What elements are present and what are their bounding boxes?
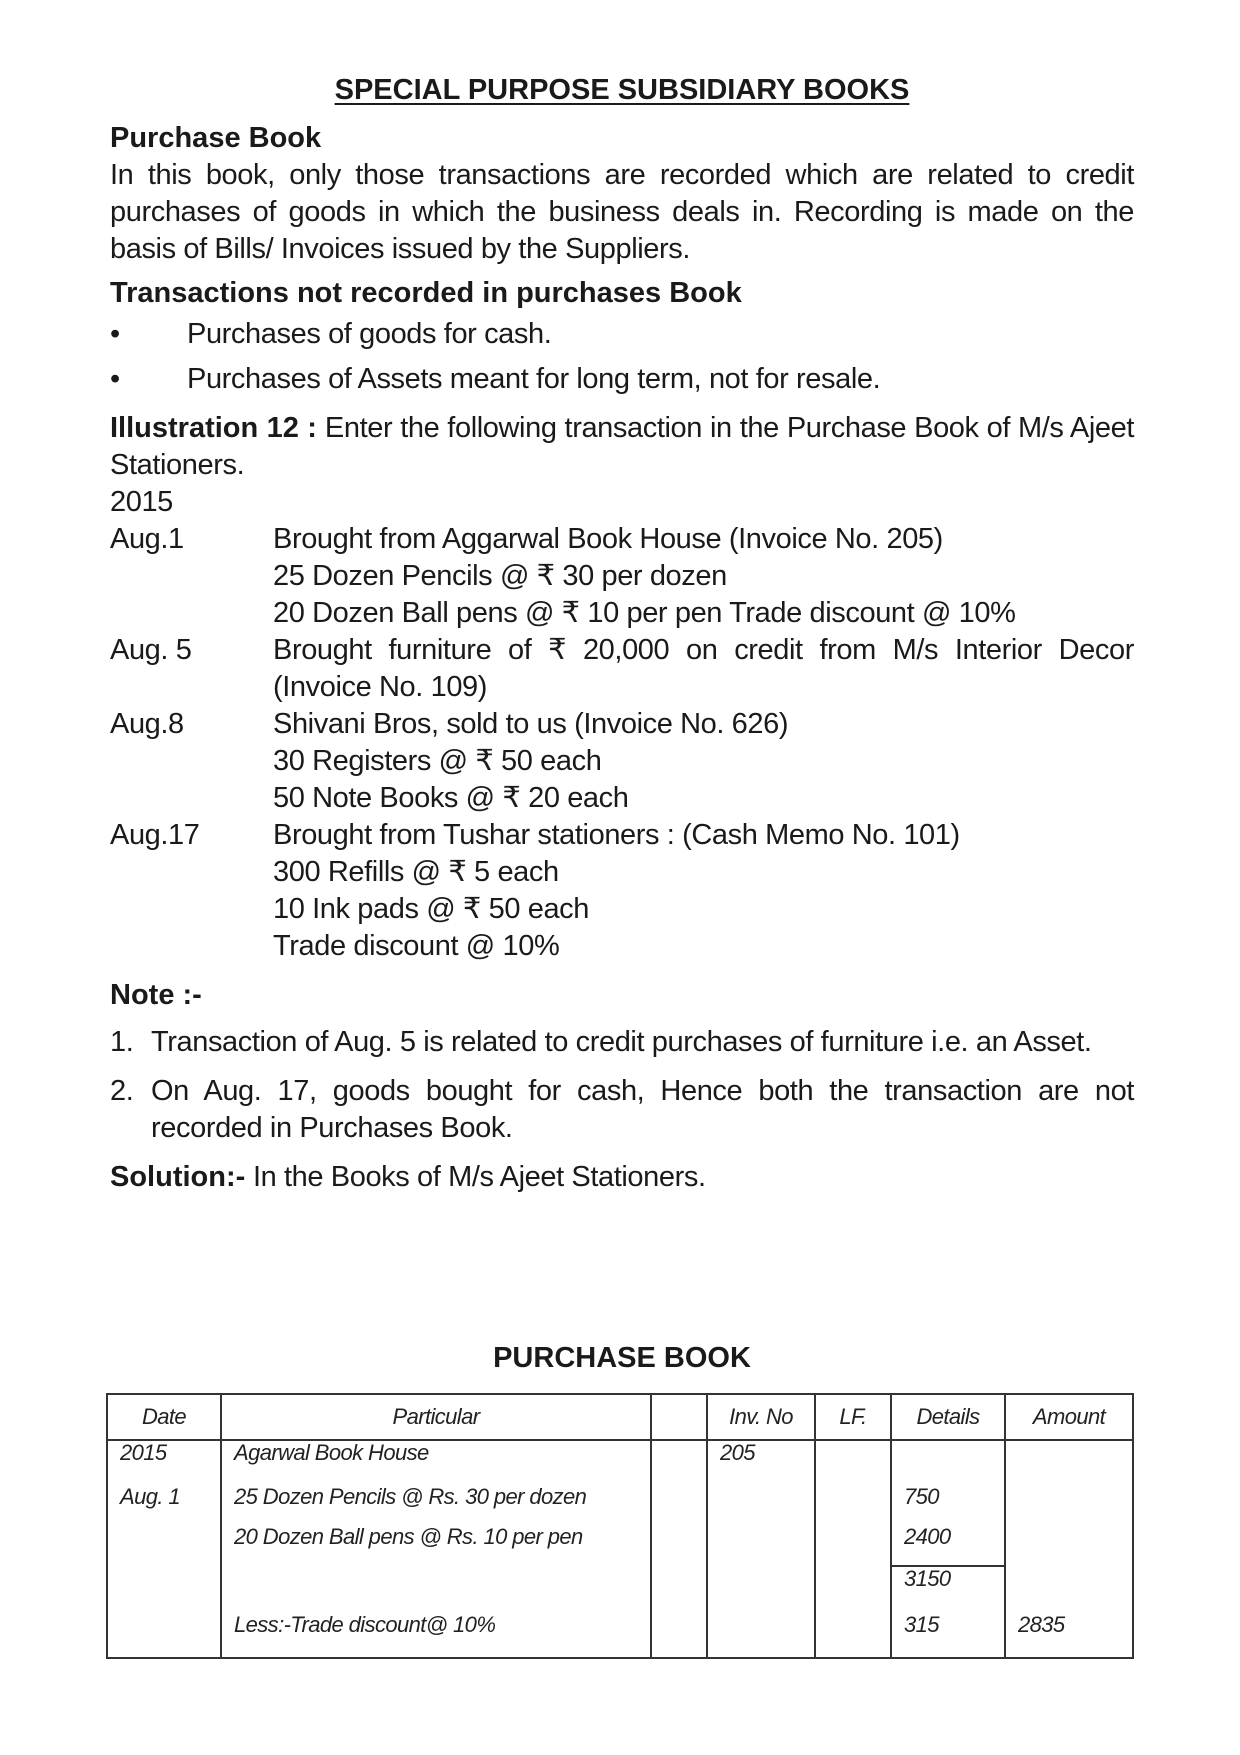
cell-blank [651,1613,707,1658]
cell-inv [707,1525,815,1566]
purchase-book-description: In this book, only those transactions are recorded which are related to credit purchases of goods in which the business deals in. Recording is made on the basis of Bills/ Invoices issued by the Suppliers. [110,159,1134,265]
header-blank [651,1394,707,1440]
cell-amount [1005,1566,1133,1613]
transaction-line: 300 Refills @ ₹ 5 each [273,856,559,888]
list-item: • Purchases of Assets meant for long term, not for resale. [110,361,1134,398]
cell-details [891,1440,1005,1485]
table-row [107,1440,1133,1485]
document-page [110,72,1134,1374]
not-recorded-list [110,316,1134,398]
table-row [107,1566,1133,1613]
note-list [110,1024,1134,1147]
transaction-line: 50 Note Books @ ₹ 20 each [273,782,629,814]
cell-amount [1005,1440,1133,1485]
transaction-date: Aug.1 [110,523,184,555]
cell-blank [651,1566,707,1613]
transaction-aug-8 [110,706,1134,817]
transaction-line: 30 Registers @ ₹ 50 each [273,745,602,777]
cell-particular: 25 Dozen Pencils @ Rs. 30 per dozen [221,1485,651,1525]
table-row [107,1613,1133,1658]
header-details: Details [891,1394,1005,1440]
header-particular: Particular [221,1394,651,1440]
cell-amount [1005,1525,1133,1566]
cell-inv [707,1613,815,1658]
transaction-line: 20 Dozen Ball pens @ ₹ 10 per pen Trade discount @ 10% [273,597,1016,629]
purchase-book-table [106,1393,1134,1659]
solution-label: Solution:- [110,1161,246,1193]
cell-details-subtotal: 3150 [891,1566,1005,1613]
transaction-date: Aug. 5 [110,634,192,666]
purchase-book-heading: Purchase Book [110,122,322,154]
bullet-icon: • [110,318,120,350]
transaction-aug-1 [110,521,1134,632]
header-date: Date [107,1394,221,1440]
header-amount: Amount [1005,1394,1133,1440]
transaction-line: Brought from Tushar stationers : (Cash Memo No. 101) [273,819,960,851]
list-item: 2. On Aug. 17, goods bought for cash, Hence both the transaction are not recorded in Purchases Book. [110,1075,1134,1144]
cell-details: 2400 [891,1525,1005,1566]
list-item: 1. Transaction of Aug. 5 is related to credit purchases of furniture i.e. an Asset. [110,1026,1092,1058]
transaction-line: 10 Ink pads @ ₹ 50 each [273,893,590,925]
purchase-book-title: PURCHASE BOOK [493,1342,751,1374]
cell-amount: 2835 [1005,1613,1133,1658]
solution-line: Solution:- In the Books of M/s Ajeet Stationers. [110,1161,706,1193]
table-header-row [107,1394,1133,1440]
cell-amount [1005,1485,1133,1525]
illustration-intro: Illustration 12 : Enter the following transaction in the Purchase Book of M/s Ajeet Stationers. [110,412,1134,481]
transaction-date: Aug.8 [110,708,184,740]
cell-particular: Less:-Trade discount@ 10% [221,1613,651,1658]
transaction-line: Brought from Aggarwal Book House (Invoice No. 205) [273,523,943,555]
header-inv-no: Inv. No [707,1394,815,1440]
cell-inv [707,1566,815,1613]
transaction-date: Aug.17 [110,819,200,851]
cell-particular [221,1566,651,1613]
bullet-icon: • [110,363,120,395]
table-row [107,1485,1133,1525]
cell-inv: 205 [707,1440,815,1485]
cell-date: Aug. 1 [107,1485,221,1525]
cell-lf [815,1566,891,1613]
transaction-line: Trade discount @ 10% [273,930,560,962]
cell-particular: Agarwal Book House [221,1440,651,1485]
cell-date [107,1613,221,1658]
transaction-aug-17 [110,817,1134,965]
cell-lf [815,1525,891,1566]
page-title: SPECIAL PURPOSE SUBSIDIARY BOOKS [334,74,910,106]
table-row [107,1525,1133,1566]
cell-lf [815,1485,891,1525]
cell-blank [651,1485,707,1525]
not-recorded-heading: Transactions not recorded in purchases Book [110,277,742,309]
cell-date: 2015 [107,1440,221,1485]
illustration-label: Illustration 12 : [110,412,317,444]
cell-details: 750 [891,1485,1005,1525]
transaction-line: Brought furniture of ₹ 20,000 on credit from M/s Interior Decor (Invoice No. 109) [273,634,1134,703]
cell-lf [815,1440,891,1485]
transaction-aug-5 [110,632,1134,706]
illustration-year: 2015 [110,486,173,518]
cell-lf [815,1613,891,1658]
transaction-line: 25 Dozen Pencils @ ₹ 30 per dozen [273,560,727,592]
cell-blank [651,1440,707,1485]
transaction-line: Shivani Bros, sold to us (Invoice No. 626) [273,708,789,740]
cell-date [107,1566,221,1613]
cell-inv [707,1485,815,1525]
header-lf: LF. [815,1394,891,1440]
cell-details: 315 [891,1613,1005,1658]
cell-particular: 20 Dozen Ball pens @ Rs. 10 per pen [221,1525,651,1566]
cell-date [107,1525,221,1566]
note-heading: Note :- [110,979,202,1011]
cell-blank [651,1525,707,1566]
list-item: • Purchases of goods for cash. [110,316,1134,353]
